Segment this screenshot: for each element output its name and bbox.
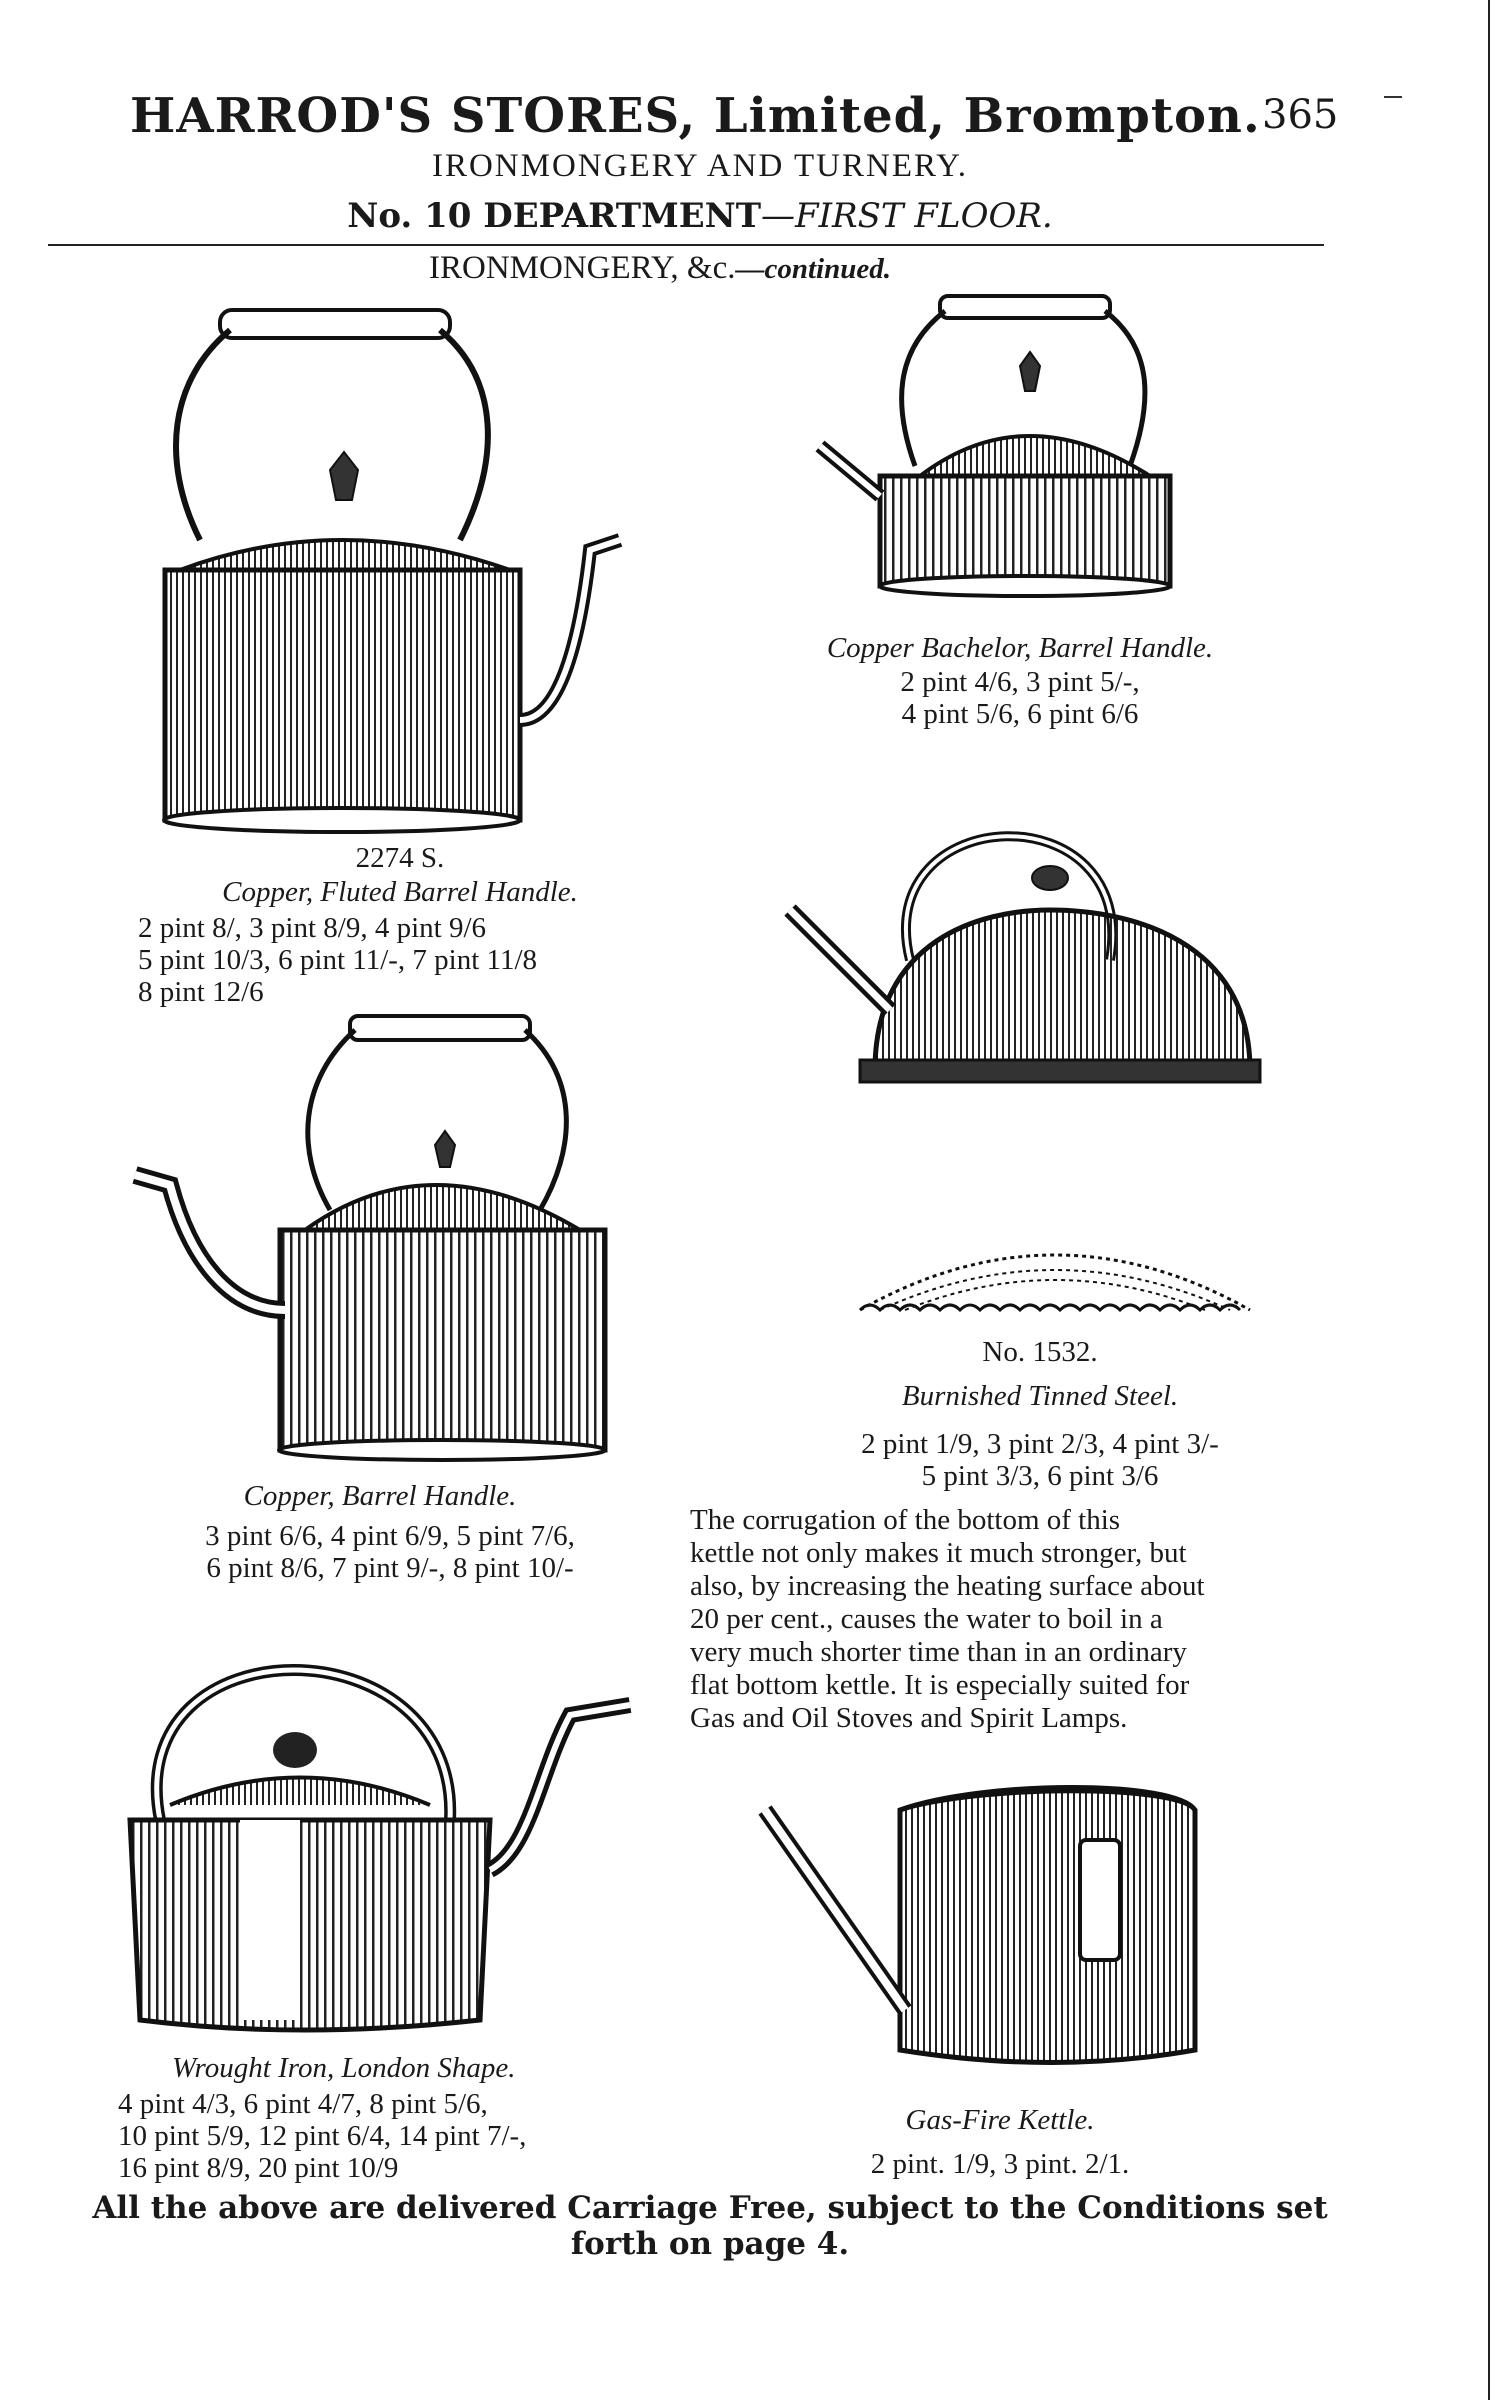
description-line: very much shorter time than in an ordinary	[690, 1636, 1187, 1668]
barrel-kettle-price-1: 3 pint 6/6, 4 pint 6/9, 5 pint 7/6,	[205, 1520, 575, 1552]
fluted-kettle-name: Copper, Fluted Barrel Handle.	[222, 876, 578, 908]
description-line: 20 per cent., causes the water to boil in a	[690, 1603, 1163, 1635]
header-rule	[48, 244, 1324, 246]
corrugated-bottom-diagram	[850, 1220, 1260, 1320]
page-title: HARROD'S STORES, Limited, Brompton.	[130, 88, 1261, 144]
wrought-iron-kettle-price-2: 10 pint 5/9, 12 pint 6/4, 14 pint 7/-,	[118, 2120, 527, 2152]
scan-mark	[1384, 96, 1402, 98]
bachelor-kettle-name: Copper Bachelor, Barrel Handle.	[826, 632, 1214, 664]
fluted-kettle-number: 2274 S.	[355, 842, 445, 874]
burnished-kettle-illustration	[780, 760, 1260, 1110]
burnished-kettle-price-1: 2 pint 1/9, 3 pint 2/3, 4 pint 3/-	[861, 1428, 1219, 1460]
bachelor-kettle-price-2: 4 pint 5/6, 6 pint 6/6	[901, 698, 1139, 730]
footer-line-2: forth on page 4.	[570, 2226, 850, 2262]
gas-fire-kettle-price: 2 pint. 1/9, 3 pint. 2/1.	[870, 2148, 1130, 2180]
section-prefix: IRONMONGERY, &c.	[429, 250, 736, 286]
gas-fire-kettle-illustration	[755, 1780, 1225, 2080]
section-heading	[300, 250, 1020, 287]
fluted-kettle-illustration	[140, 300, 680, 840]
barrel-kettle-price-2: 6 pint 8/6, 7 pint 9/-, 8 pint 10/-	[206, 1552, 574, 1584]
wrought-iron-kettle-price-3: 16 pint 8/9, 20 pint 10/9	[118, 2152, 399, 2184]
description-line: Gas and Oil Stoves and Spirit Lamps.	[690, 1702, 1128, 1734]
fluted-kettle-price-1: 2 pint 8/, 3 pint 8/9, 4 pint 9/6	[138, 912, 487, 944]
barrel-kettle-name: Copper, Barrel Handle.	[243, 1480, 517, 1512]
footer-line-1: All the above are delivered Carriage Free, subject to the Conditions set	[92, 2190, 1328, 2226]
description-line: kettle not only makes it much stronger, but	[690, 1537, 1187, 1569]
bachelor-kettle-illustration	[820, 296, 1220, 616]
burnished-kettle-price-2: 5 pint 3/3, 6 pint 3/6	[921, 1460, 1159, 1492]
barrel-kettle-illustration	[130, 1010, 650, 1470]
wrought-iron-kettle-name: Wrought Iron, London Shape.	[172, 2052, 516, 2084]
section-suffix: —continued.	[735, 253, 891, 285]
scan-edge	[1488, 0, 1490, 2400]
fluted-kettle-price-3: 8 pint 12/6	[138, 976, 264, 1008]
department-line	[300, 196, 1100, 236]
fluted-kettle-price-2: 5 pint 10/3, 6 pint 11/-, 7 pint 11/8	[138, 944, 538, 976]
burnished-kettle-number: No. 1532.	[982, 1336, 1098, 1368]
burnished-kettle-name: Burnished Tinned Steel.	[901, 1380, 1179, 1412]
burnished-kettle-description	[690, 1504, 1330, 1735]
description-line: flat bottom kettle. It is especially suited for	[690, 1669, 1190, 1701]
page-number: 365	[1262, 92, 1339, 138]
description-line: The corrugation of the bottom of this	[690, 1504, 1121, 1536]
department-floor: —FIRST FLOOR.	[761, 196, 1053, 236]
department-prefix: No. 10 DEPARTMENT	[347, 196, 761, 236]
wrought-iron-kettle-price-1: 4 pint 4/3, 6 pint 4/7, 8 pint 5/6,	[118, 2088, 488, 2120]
page-subtitle: IRONMONGERY AND TURNERY.	[431, 148, 969, 184]
wrought-iron-kettle-illustration	[100, 1620, 650, 2050]
bachelor-kettle-price-1: 2 pint 4/6, 3 pint 5/-,	[900, 666, 1140, 698]
gas-fire-kettle-name: Gas-Fire Kettle.	[905, 2104, 1095, 2136]
description-line: also, by increasing the heating surface about	[690, 1570, 1205, 1602]
